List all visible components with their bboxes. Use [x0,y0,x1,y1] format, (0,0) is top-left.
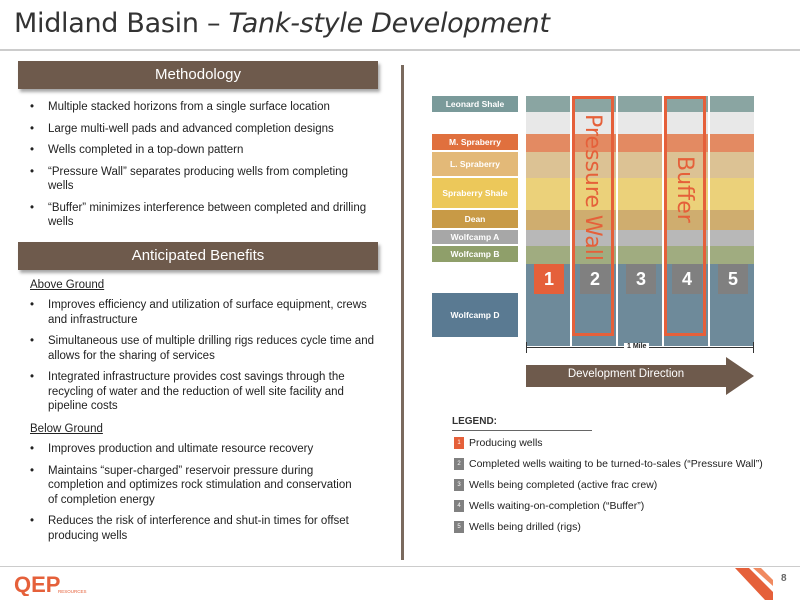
list-item: • “Pressure Wall” separates producing wells from completing wells [30,165,370,194]
band-wolfcamp-a [526,230,754,246]
legend-title: LEGEND: [452,416,497,427]
legend-text: Wells being drilled (rigs) [469,521,581,533]
legend-swatch: 2 [454,458,464,470]
methodology-banner: Methodology [18,61,378,89]
legend-text: Wells being completed (active frac crew) [469,479,658,491]
legend-item [454,437,543,449]
title-rule [0,49,800,51]
pressure-wall-label: Pressure Wall [580,114,605,261]
zone-label-wolfcamp-b: Wolfcamp B [432,246,518,262]
development-direction-label: Development Direction [567,368,685,380]
column-divider [616,96,618,346]
logo-subtext: RESOURCES [58,589,87,594]
methodology-list [30,100,370,237]
footer-rule [0,566,800,567]
zone-label-dean: Dean [432,210,518,228]
tank-diagram [432,96,754,346]
list-item: • Reduces the risk of interference and shut-in times for offset producing wells [30,514,360,543]
zone-label-wolfcamp-d: Wolfcamp D [432,293,518,337]
legend-item [454,479,657,491]
zone-label-leonard-shale: Leonard Shale [432,96,518,112]
legend-swatch: 1 [454,437,464,449]
above-ground-label: Above Ground [30,279,105,291]
band-m-spraberry [526,134,754,152]
benefits-banner: Anticipated Benefits [18,242,378,270]
band-leonard-shale [526,96,754,112]
corner-stripes-icon [735,568,775,600]
band-gap [526,112,754,134]
list-item: • Large multi-well pads and advanced completion designs [30,122,370,137]
well-4: 4 [672,264,702,294]
below-ground-list [30,442,360,550]
list-item: • Improves efficiency and utilization of surface equipment, crews and infrastructure [30,298,375,327]
list-item: • Improves production and ultimate resource recovery [30,442,360,457]
logo-text: QEP [14,572,61,596]
legend-item [454,458,763,470]
zone-label-m-spraberry: M. Spraberry [432,134,518,150]
zone-label-spraberry-shale: Spraberry Shale [432,178,518,208]
list-item: • Wells completed in a top-down pattern [30,143,370,158]
legend-text: Producing wells [469,437,543,449]
below-ground-label: Below Ground [30,423,103,435]
legend-rule [452,430,592,431]
qep-logo [14,572,94,596]
well-3: 3 [626,264,656,294]
band-l-spraberry [526,152,754,178]
legend-text: Completed wells waiting to be turned-to-sales (“Pressure Wall”) [469,458,763,470]
legend-text: Wells waiting-on-completion (“Buffer”) [469,500,645,512]
above-ground-list [30,298,375,421]
well-1: 1 [534,264,564,294]
band-dean [526,210,754,230]
legend-swatch: 3 [454,479,464,491]
well-5: 5 [718,264,748,294]
legend-item [454,500,644,512]
mile-scale-label: 1 Mile [624,343,649,350]
page-title [14,8,550,39]
zone-label-wolfcamp-a: Wolfcamp A [432,230,518,244]
list-item: • Multiple stacked horizons from a single surface location [30,100,370,115]
buffer-label: Buffer [672,156,697,223]
mile-tick-right [753,342,754,353]
band-spraberry-shale [526,178,754,210]
vertical-divider [401,65,404,560]
legend-item [454,521,581,533]
zone-label-l-spraberry: L. Spraberry [432,152,518,176]
column-divider [708,96,710,346]
legend-swatch: 4 [454,500,464,512]
legend-swatch: 5 [454,521,464,533]
list-item: • “Buffer” minimizes interference between completed and drilling wells [30,201,370,230]
list-item: • Simultaneous use of multiple drilling rigs reduces cycle time and allows for the sharing of services [30,334,375,363]
page-number: 8 [781,573,787,584]
well-2: 2 [580,264,610,294]
title-main: Midland Basin – [14,8,229,39]
list-item: • Maintains “super-charged” reservoir pressure during completion and optimizes rock stimulation and conservation of completion energy [30,464,360,508]
title-italic: Tank-style Development [228,8,550,39]
band-wolfcamp-b [526,246,754,264]
mile-tick-left [526,342,527,353]
list-item: • Integrated infrastructure provides cost savings through the recycling of water and the reduction of well site facility and pipeline costs [30,370,375,414]
